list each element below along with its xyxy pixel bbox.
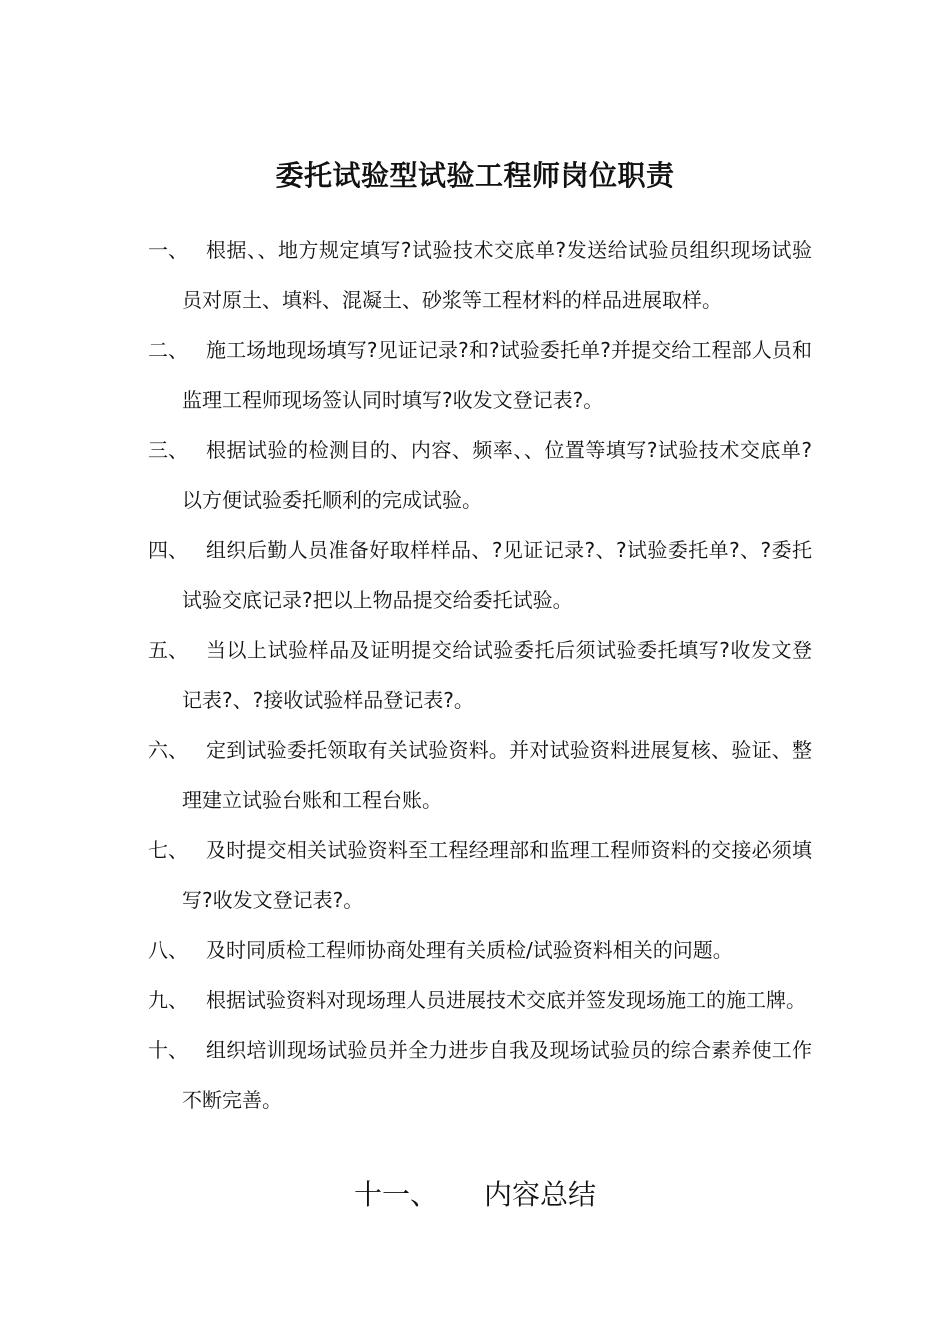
item-text: 定到试验委托领取有关试验资料。并对试验资料进展复核、验证、整理建立试验台账和工程台账。: [182, 738, 812, 812]
list-item: [0, 975, 950, 1025]
item-text: 施工场地现场填写?见证记录?和?试验委托单?并提交给工程部人员和监理工程师现场签认同时填写?收发文登记表?。: [182, 338, 812, 412]
list-item: [0, 425, 950, 525]
summary-heading: [0, 1170, 950, 1220]
item-text: 根据、、地方规定填写?试验技术交底单?发送给试验员组织现场试验员对原土、填料、混凝土、砂浆等工程材料的样品进展取样。: [182, 238, 812, 312]
item-number: 七、: [148, 838, 188, 862]
list-item: [0, 725, 950, 825]
item-number: 六、: [148, 738, 188, 762]
list-item: [0, 225, 950, 325]
list-item: [0, 825, 950, 925]
item-number: 三、: [148, 438, 188, 462]
item-number: 九、: [148, 988, 188, 1012]
summary-text: 内容总结: [484, 1178, 597, 1211]
item-text: 及时同质检工程师协商处理有关质检/试验资料相关的问题。: [206, 938, 733, 962]
list-item: [0, 625, 950, 725]
item-text: 根据试验资料对现场理人员进展技术交底并签发现场施工的施工牌。: [206, 988, 806, 1012]
list-item: [0, 525, 950, 625]
item-text: 根据试验的检测目的、内容、频率、、位置等填写?试验技术交底单?以方便试验委托顺利的完成试验。: [182, 438, 812, 512]
item-number: 十、: [148, 1038, 188, 1062]
duty-list: [0, 225, 950, 1125]
item-number: 五、: [148, 638, 188, 662]
item-text: 及时提交相关试验资料至工程经理部和监理工程师资料的交接必须填写?收发文登记表?。: [182, 838, 812, 912]
item-number: 四、: [148, 538, 188, 562]
item-number: 八、: [148, 938, 188, 962]
list-item: [0, 325, 950, 425]
list-item: [0, 1025, 950, 1125]
item-number: 一、: [148, 238, 188, 262]
document-title: 委托试验型试验工程师岗位职责: [275, 159, 675, 192]
item-number: 二、: [148, 338, 188, 362]
summary-number: 十一、: [353, 1178, 438, 1211]
item-text: 组织后勤人员准备好取样样品、?见证记录?、?试验委托单?、?委托试验交底记录?把以上物品提交给委托试验。: [182, 538, 812, 612]
item-text: 组织培训现场试验员并全力进步自我及现场试验员的综合素养使工作不断完善。: [182, 1038, 812, 1112]
list-item: [0, 925, 950, 975]
item-text: 当以上试验样品及证明提交给试验委托后须试验委托填写?收发文登记表?、?接收试验样品登记表?。: [182, 638, 812, 712]
